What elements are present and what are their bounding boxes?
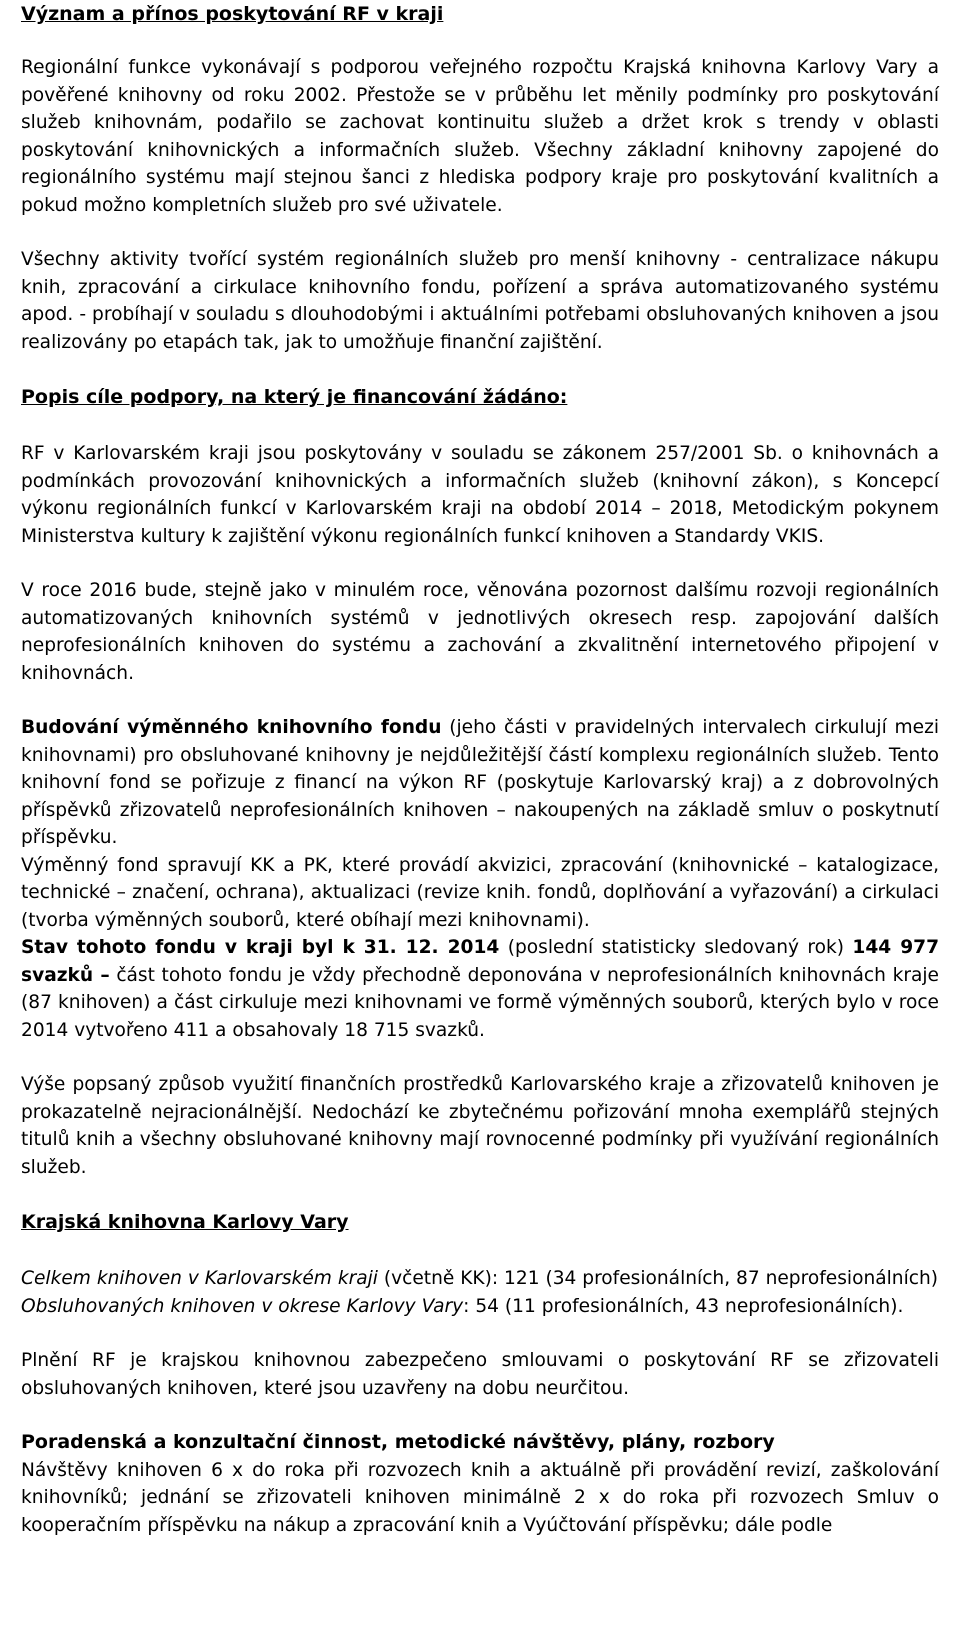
italic-phrase: Obsluhovaných knihoven v okrese Karlovy Vary <box>21 1295 464 1317</box>
text-run: (včetně KK): 121 (34 profesionálních, 87 neprofesionálních) <box>377 1268 938 1289</box>
section-heading: Význam a přínos poskytování RF v kraji <box>21 3 444 25</box>
document-page <box>21 0 939 1539</box>
bold-phrase: 144 977 svazků – <box>21 937 940 986</box>
section-heading: Popis cíle podpory, na který je financování žádáno: <box>21 386 568 408</box>
paragraph: V roce 2016 bude, stejně jako v minulém roce, věnována pozornost dalšímu rozvoji regionálních automatizovaných knihovních systémů v jednotlivých okresech resp. zapojování dalších neprofesionálních knihoven do systému a zachování a zkvalitnění internetového připojení v knihovnách. <box>21 580 939 684</box>
paragraph: RF v Karlovarském kraji jsou poskytovány v souladu se zákonem 257/2001 Sb. o knihovnách a podmínkách provozování knihovnických a informačních služeb (knihovní zákon), s Koncepcí výkonu regionálních funkcí v Karlovarském kraji na období 2014 – 2018, Metodickým pokynem Ministerstva kultury k zajištění výkonu regionálních funkcí knihoven a Standardy VKIS. <box>21 443 939 547</box>
paragraph: Všechny aktivity tvořící systém regionálních služeb pro menší knihovny - centralizace nákupu knih, zpracování a cirkulace knihovního fondu, pořízení a správa automatizovaného systému apod. - probíhají v souladu s dlouhodobými i aktuálními potřebami obsluhovaných knihoven a jsou realizovány po etapách tak, jak to umožňuje finanční zajištění. <box>21 249 939 353</box>
paragraph: Výměnný fond spravují KK a PK, které provádí akvizici, zpracování (knihovnické – katalogizace, technické – značení, ochrana), aktualizaci (revize knih. fondů, doplňování a vyřazování) a cirkulaci (tvorba výměnných souborů, které obíhají mezi knihovnami). <box>21 854 939 931</box>
subheading: Poradenská a konzultační činnost, metodické návštěvy, plány, rozbory <box>21 1431 775 1453</box>
text-run: část tohoto fondu je vždy přechodně deponována v neprofesionálních knihovnách kraje (87 knihoven) a část cirkuluje mezi knihovnami ve formě výměnných souborů, kterých bylo v roce 2014 vytvořeno 411 a obsahovaly 18 715 svazků. <box>21 964 939 1041</box>
paragraph: Plnění RF je krajskou knihovnou zabezpečeno smlouvami o poskytování RF se zřizovateli obsluhovaných knihoven, které jsou uzavřeny na dobu neurčitou. <box>21 1350 939 1399</box>
paragraph: Výše popsaný způsob využití finančních prostředků Karlovarského kraje a zřizovatelů knihoven je prokazatelně nejracionálnější. Nedochází ke zbytečnému pořizování mnoha exemplářů stejných titulů knih a všechny obsluhované knihovny mají rovnocenné podmínky při využívání regionálních služeb. <box>21 1074 939 1178</box>
italic-phrase: Celkem knihoven v Karlovarském kraji <box>21 1268 378 1289</box>
paragraph <box>21 714 939 852</box>
section-heading: Krajská knihovna Karlovy Vary <box>21 1211 349 1233</box>
text-run: : 54 (11 profesionálních, 43 neprofesionálních). <box>463 1295 904 1317</box>
bold-phrase: Stav tohoto fondu v kraji byl k 31. 12. 2014 <box>21 937 500 958</box>
paragraph <box>21 1293 939 1321</box>
paragraph: Regionální funkce vykonávají s podporou veřejného rozpočtu Krajská knihovna Karlovy Vary a pověřené knihovny od roku 2002. Přestože se v průběhu let měnily podmínky pro poskytování služeb knihovnám, podařilo se zachovat kontinuitu služeb a držet krok s trendy v oblasti poskytování knihovnických a informačních služeb. Všechny základní knihovny zapojené do regionálního systému mají stejnou šanci z hlediska podpory kraje pro poskytování kvalitních a pokud možno kompletních služeb pro své uživatele. <box>21 57 939 216</box>
text-run: (jeho části v pravidelných intervalech cirkulují mezi knihovnami) pro obsluhované knihovny je nejdůležitější částí komplexu regionálních služeb. Tento knihovní fond se pořizuje z financí na výkon RF (poskytuje Karlovarský kraj) a z dobrovolných příspěvků zřizovatelů neprofesionálních knihoven – nakoupených na základě smluv o poskytnutí příspěvku. <box>21 717 939 848</box>
paragraph <box>21 934 939 1044</box>
bold-phrase: Budování výměnného knihovního fondu <box>21 717 442 738</box>
text-run: (poslední statisticky sledovaný rok) <box>499 937 853 958</box>
paragraph <box>21 1265 939 1293</box>
paragraph: Návštěvy knihoven 6 x do roka při rozvozech knih a aktuálně při provádění revizí, zaškolování knihovníků; jednání se zřizovateli knihoven minimálně 2 x do roka při rozvozech Smluv o kooperačním příspěvku na nákup a zpracování knih a Vyúčtování příspěvku; dále podle <box>21 1459 939 1536</box>
